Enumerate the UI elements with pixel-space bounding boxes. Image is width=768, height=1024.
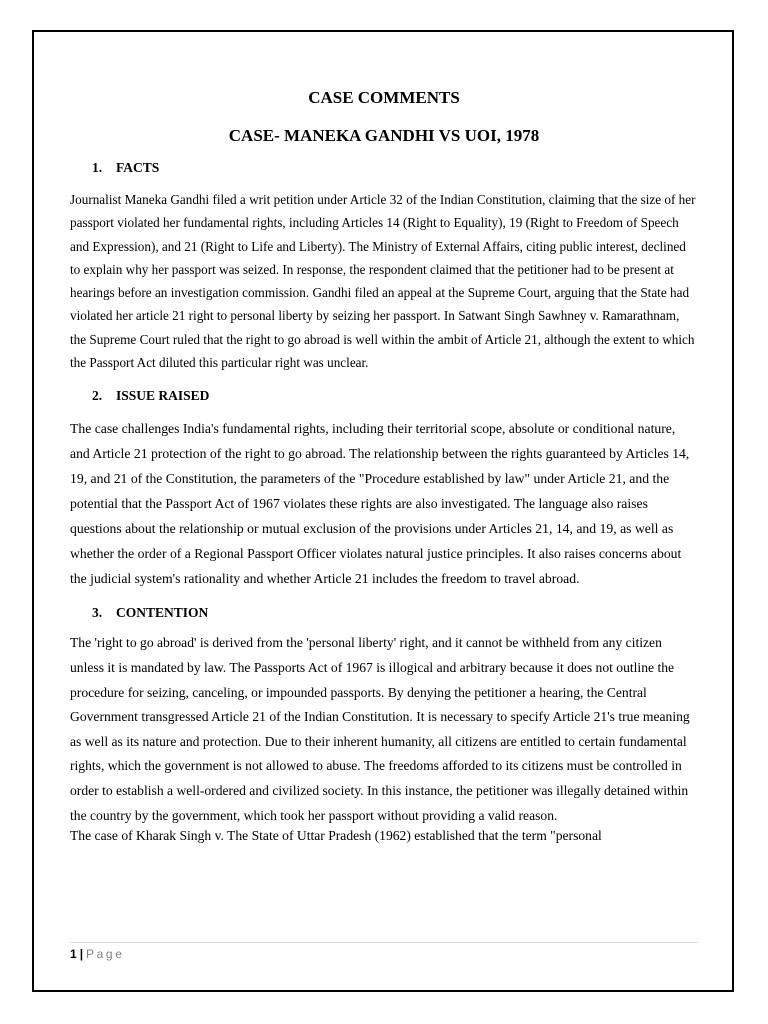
- section-heading-label: ISSUE RAISED: [116, 388, 210, 404]
- section-heading-label: FACTS: [116, 160, 160, 175]
- document-title: CASE COMMENTS: [308, 88, 460, 107]
- issue-raised-paragraph: The case challenges India's fundamental rights, including their territorial scope, absolute or conditional nature, and Article 21 protection of the right to go abroad. The relationship between the rights guaranteed by Articles 14, 19, and 21 of the Constitution, the parameters of the "Procedure established by law" under Article 21, and the potential that the Passport Act of 1967 violates these rights are also investigated. The language also raises questions about the relationship or mutual exclusion of the provisions under Articles 21, 14, and 19, as well as whether the order of a Regional Passport Officer violates natural justice principles. It also raises concerns about the judicial system's rationality and whether Article 21 includes the freedom to travel abroad.: [70, 421, 690, 587]
- section-heading-label: CONTENTION: [116, 605, 209, 621]
- section-heading-issue-raised: [92, 388, 698, 404]
- page-number: 1: [70, 947, 77, 961]
- page-separator: |: [79, 947, 84, 961]
- section-number: 3.: [92, 605, 103, 621]
- section-heading-facts: [92, 160, 698, 176]
- section-number: 1.: [92, 160, 103, 175]
- page-label: Page: [86, 947, 125, 961]
- page-footer: [70, 942, 698, 961]
- case-title: CASE- MANEKA GANDHI VS UOI, 1978: [228, 126, 540, 145]
- section-heading-contention: [92, 605, 698, 621]
- contention-paragraph: The 'right to go abroad' is derived from the 'personal liberty' right, and it cannot be withheld from any citizen unless it is mandated by law. The Passports Act of 1967 is illogical and arbitrary because it does not outline the procedure for seizing, canceling, or impounded passports. By denying the petitioner a hearing, the Central Government transgressed Article 21 of the Indian Constitution. It is necessary to specify Article 21's true meaning as well as its nature and protection. Due to their inherent humanity, all citizens are entitled to certain fundamental rights, which the government is not allowed to abuse. The freedoms afforded to its citizens must be controlled in order to establish a well-ordered and civilized society. In this instance, the petitioner was illegally detained within the country by the government, which took her passport without providing a valid reason.: [70, 635, 690, 823]
- contention-continuation: The case of Kharak Singh v. The State of Uttar Pradesh (1962) established that the term "personal: [70, 828, 602, 844]
- document-body: [70, 86, 698, 848]
- section-number: 2.: [92, 388, 103, 404]
- facts-paragraph: Journalist Maneka Gandhi filed a writ petition under Article 32 of the Indian Constitution, claiming that the size of her passport violated her fundamental rights, including Articles 14 (Right to Equality), 19 (Right to Freedom of Speech and Expression), and 21 (Right to Life and Liberty). The Ministry of External Affairs, citing public interest, declined to explain why her passport was seized. In response, the respondent claimed that the petitioner had to be present at hearings before an investigation commission. Gandhi filed an appeal at the Supreme Court, arguing that the State had violated her article 21 right to personal liberty by seizing her passport. In Satwant Singh Sawhney v. Ramarathnam, the Supreme Court ruled that the right to go abroad is well within the ambit of Article 21, although the extent to which the Passport Act diluted this particular right was unclear.: [70, 192, 696, 371]
